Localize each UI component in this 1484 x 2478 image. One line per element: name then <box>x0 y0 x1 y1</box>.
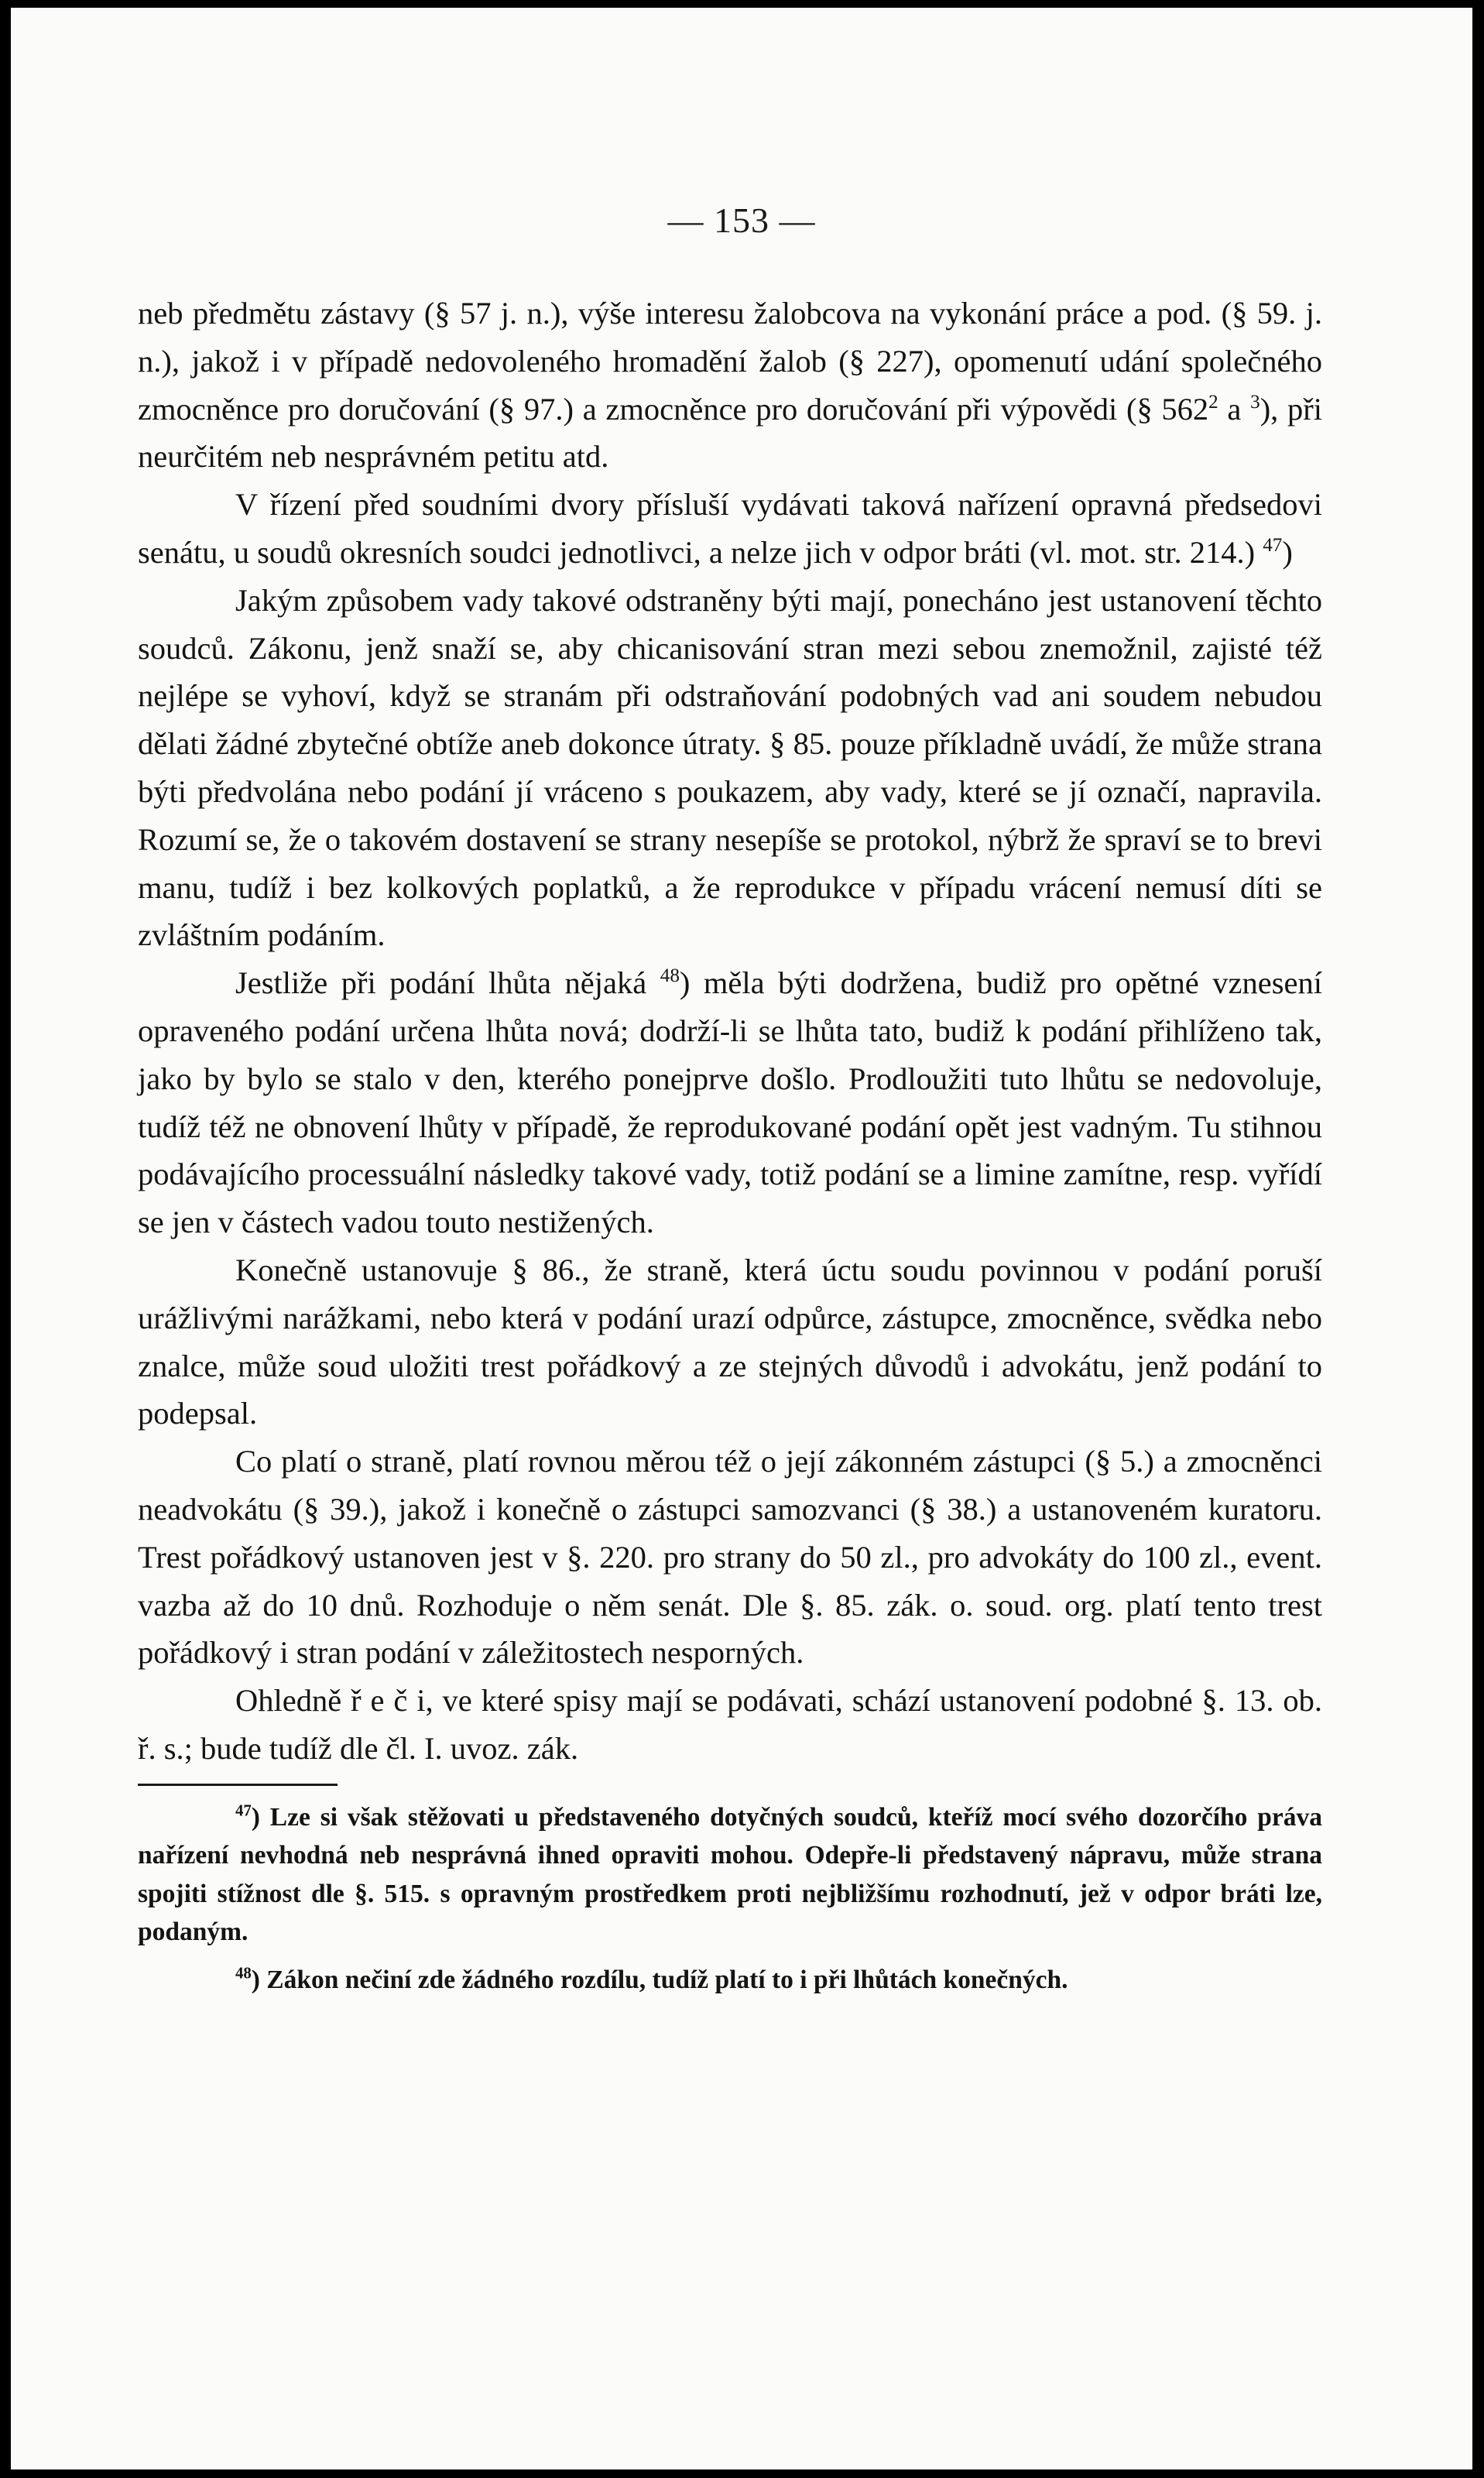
paragraph: V řízení před soudními dvory přísluší vydávati taková nařízení opravná předsedovi senátu, u soudů okresních soudci jednotlivci, a nelze jich v odpor bráti (vl. mot. str. 214.) $^{47}$) <box>138 487 1322 570</box>
page-number: — 153 — <box>667 201 816 240</box>
body-text <box>138 290 1322 1999</box>
footnote-ref: 47 <box>1263 534 1283 556</box>
paragraph: Jakým způsobem vady takové odstraněny býti mají, ponecháno jest ustanovení těchto soudců. Zákonu, jenž snaží se, aby chicanisování stran mezi sebou znemožnil, zajisté též nejlépe se vyhoví, když se stranám při odstraňování podobných vad ani soudem nebudou dělati žádné zbytečné obtíže aneb dokonce útraty. § 85. pouze příkladně uvádí, že může strana býti předvolána nebo podání jí vráceno s poukazem, aby vady, které se jí označí, napravila. Rozumí se, že o takovém dostavení se strany nesepíše se protokol, nýbrž že spraví se to brevi manu, tudíž i bez kolkových poplatků, a že reprodukce v případu vrácení nemusí díti se zvláštním podáním. <box>138 582 1322 953</box>
footnote-ref: 48 <box>660 965 680 987</box>
footnote: $^{48}$) Zákon nečiní zde žádného rozdílu, tudíž platí to i při lhůtách konečných. <box>235 1964 1068 1994</box>
paragraph: neb předmětu zástavy (§ 57 j. n.), výše interesu žalobcova na vykonání práce a pod. (§ 59. j. n.), jakož i v případě nedovoleného hromadění žalob (§ 227), opomenutí udání společného zmocněnce pro doručování (§ 97.) a zmocněnce pro doručování při výpovědi (§ $562^2$ a $^3$), při neurčitém neb nesprávném petitu atd. <box>138 296 1322 475</box>
footnote: $^{47}$) Lze si však stěžovati u představeného dotyčných soudců, kteříž mocí svého dozorčího práva nařízení nevhodná neb nesprávná ihned opraviti mohou. Odepře-li představený nápravu, může strana spojiti stížnost dle §. 515. s opravným prostředkem proti nejbližšímu rozhodnutí, jež v odpor bráti lze, podaným. <box>138 1801 1322 1947</box>
paragraph: Konečně ustanovuje § 86., že straně, která úctu soudu povinnou v podání poruší urážlivými narážkami, nebo která v podání urazí odpůrce, zástupce, zmocněnce, svědka nebo znalce, může soud uložiti trest pořádkový a ze stejných důvodů i advokátu, jenž podání to podepsal. <box>138 1252 1322 1431</box>
paragraph: Co platí o straně, platí rovnou měrou též o její zákonném zástupci (§ 5.) a zmocněnci neadvokátu (§ 39.), jakož i konečně o zástupci samozvanci (§ 38.) a ustanoveném kuratoru. Trest pořádkový ustanoven jest v §. 220. pro strany do 50 zl., pro advokáty do 100 zl., event. vazba až do 10 dnů. Rozhoduje o něm senát. Dle §. 85. zák. o. soud. org. platí tento trest pořádkový i stran podání v záležitostech nesporných. <box>138 1444 1322 1671</box>
book-page <box>11 8 1472 2469</box>
footnote-divider <box>138 1784 338 1786</box>
paragraph: Ohledně ř e č i, ve které spisy mají se podávati, schází ustanovení podobné §. 13. ob. ř. s.; bude tudíž dle čl. I. uvoz. zák. <box>138 1683 1322 1766</box>
paragraph: Jestliže při podání lhůta nějaká $^{48}$) měla býti dodržena, budiž pro opětné vznesení opraveného podání určena lhůta nová; dodrží-li se lhůta tato, budiž k podání přihlíženo tak, jako by bylo se stalo v den, kterého ponejprve došlo. Prodloužiti tuto lhůtu se nedovoluje, tudíž též ne obnovení lhůty v případě, že reprodukované podání opět jest vadným. Tu stihnou podávajícího processuální následky takové vady, totiž podání se a limine zamítne, resp. vyřídí se jen v částech vadou touto nestižených. <box>138 965 1322 1240</box>
